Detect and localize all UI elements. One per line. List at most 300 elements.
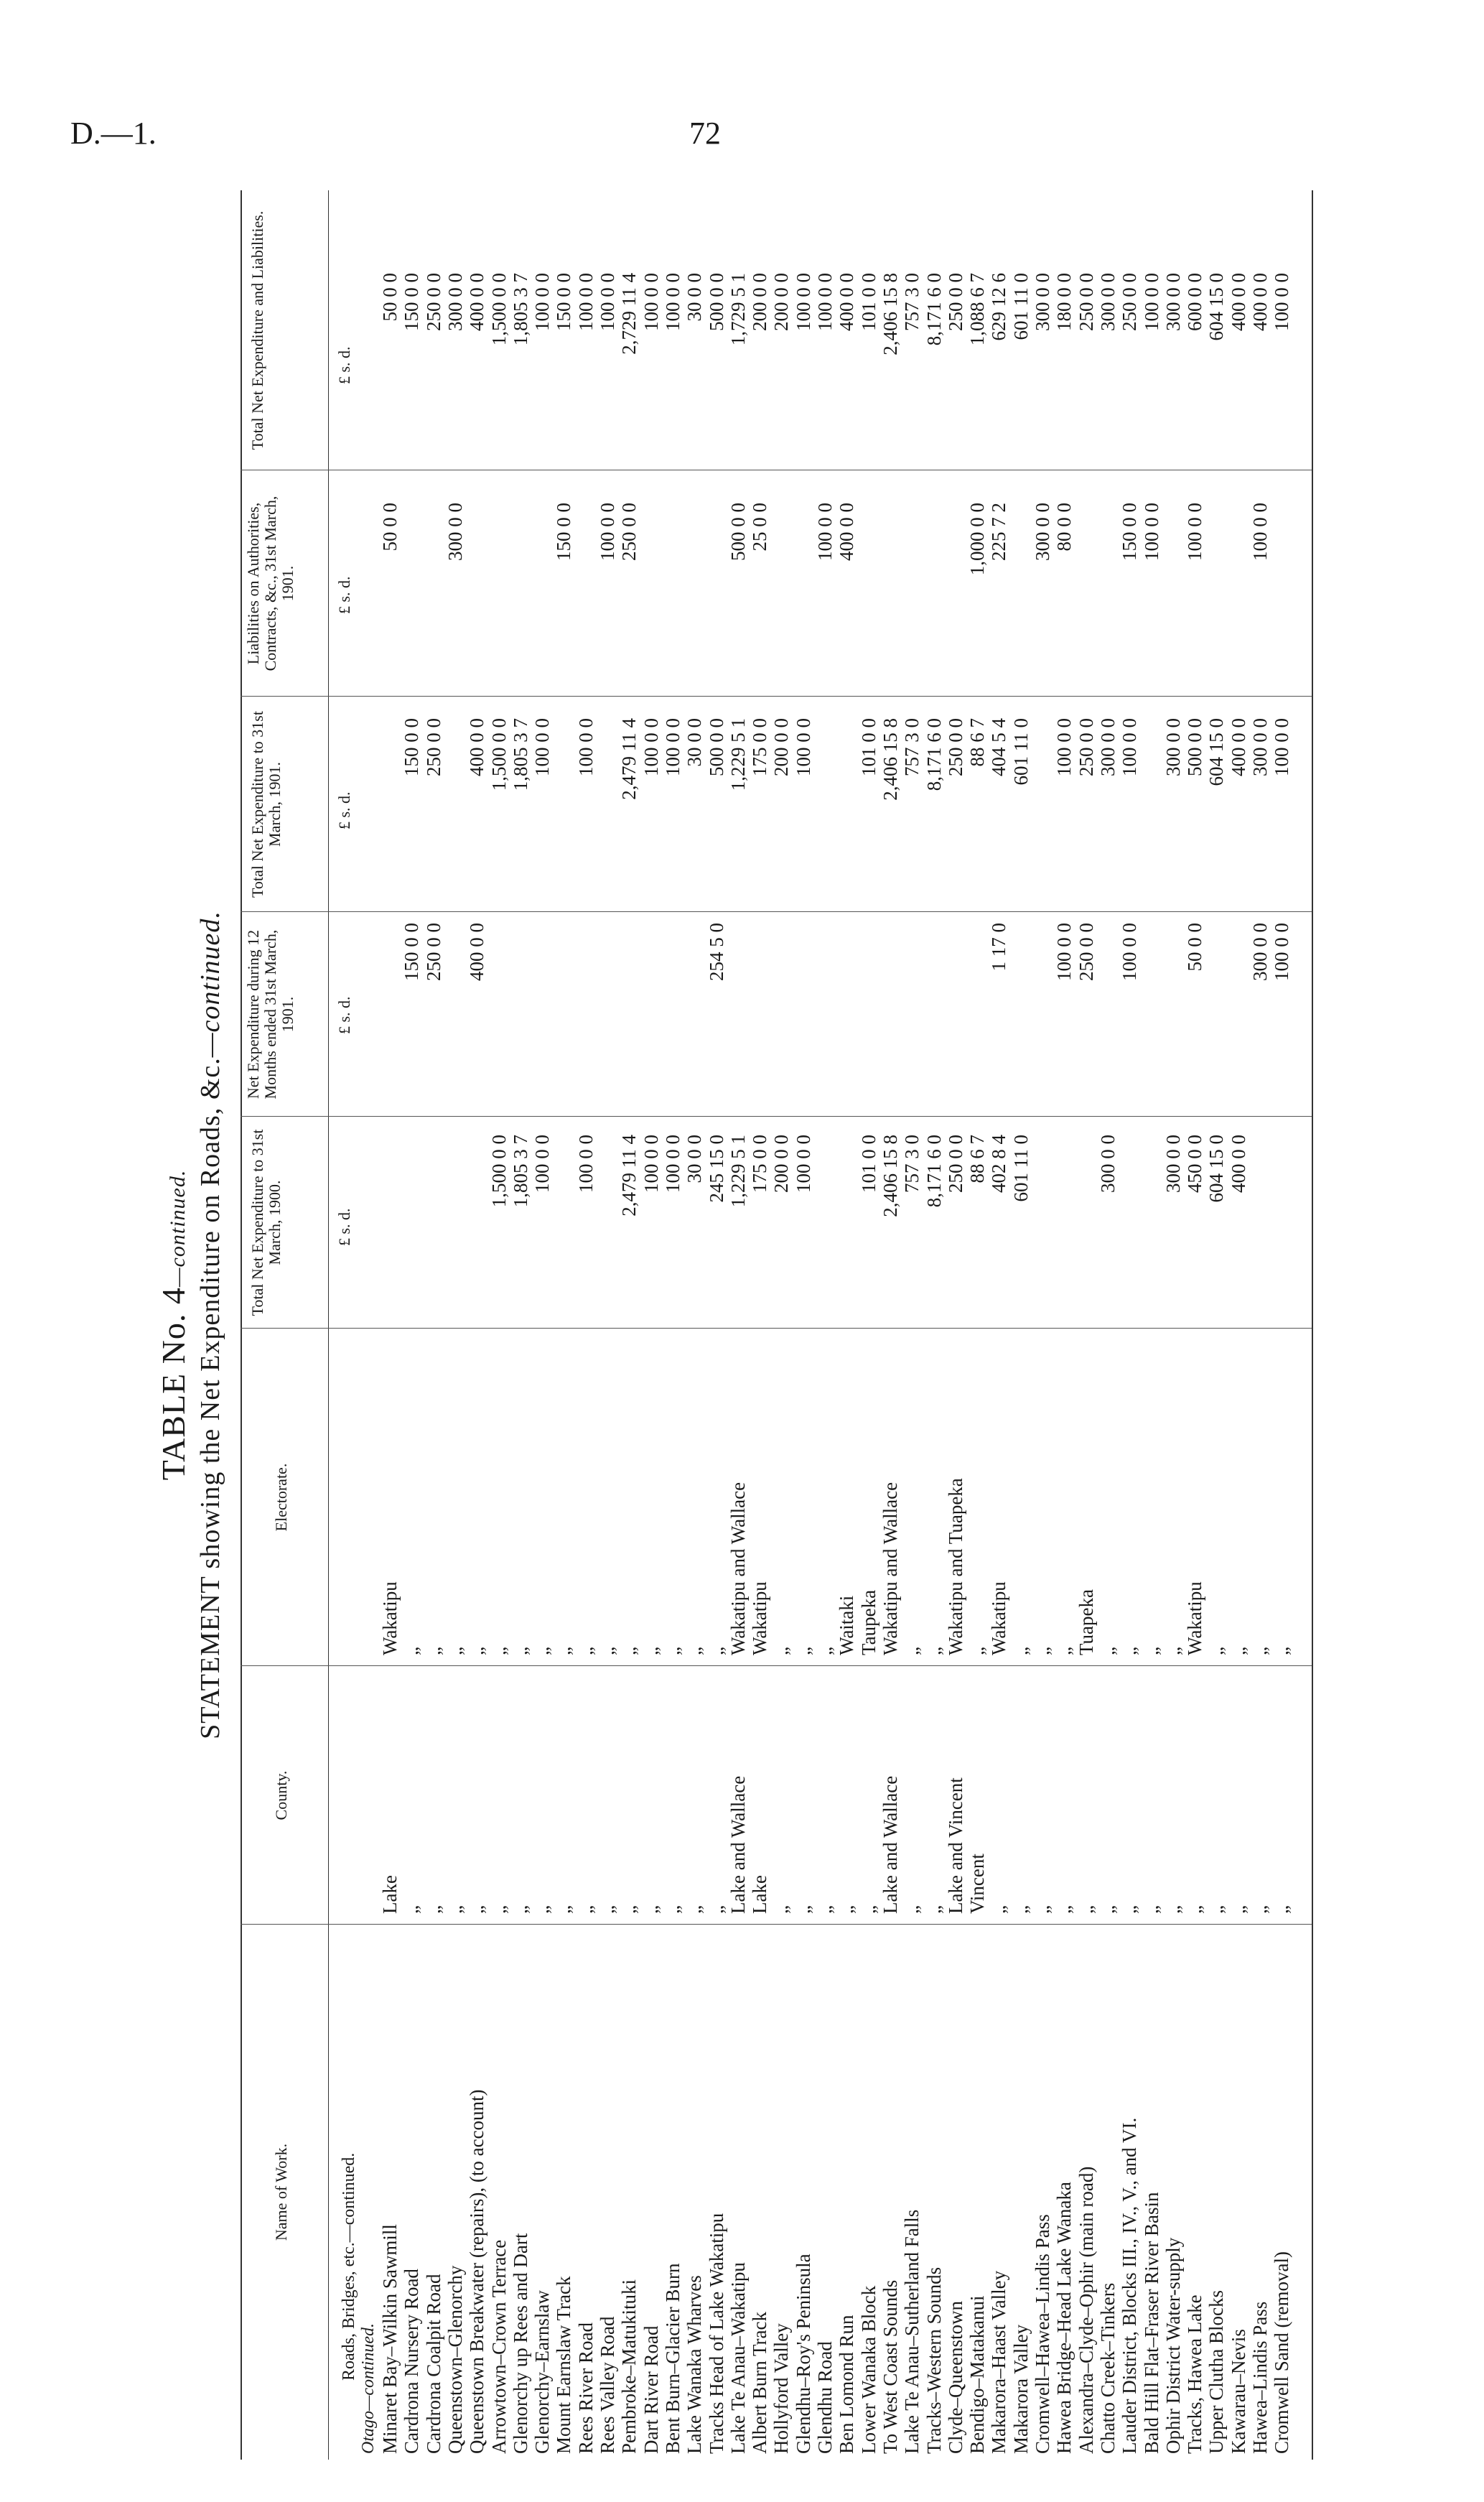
cell-exp-1900: 757 3 0 [901, 1135, 923, 1193]
cell-county: „ [1227, 1905, 1249, 1914]
cell-county: „ [618, 1905, 640, 1914]
cell-exp-12-months: 100 0 0 [1271, 923, 1293, 981]
cell-total: 50 0 0 [379, 273, 401, 322]
cell-county: „ [814, 1905, 836, 1914]
cell-electorate: Tuapeka [1075, 1589, 1097, 1655]
cell-exp-1901: 175 0 0 [749, 718, 771, 776]
cell-county: Lake and Wallace [727, 1775, 749, 1914]
cell-exp-12-months: 400 0 0 [466, 923, 488, 981]
cell-total: 101 0 0 [857, 273, 879, 331]
cell-liabilities: 100 0 0 [814, 503, 836, 561]
cell-liabilities: 100 0 0 [597, 503, 618, 561]
cell-electorate: „ [1271, 1647, 1293, 1655]
cell-liabilities: 300 0 0 [444, 503, 466, 561]
cell-name: Alexandra–Clyde–Ophir (main road) [1075, 2166, 1097, 2454]
cell-county: Vincent [966, 1854, 989, 1914]
cell-county: „ [487, 1905, 510, 1914]
cell-county: Lake [379, 1875, 401, 1914]
top-rule [241, 190, 242, 2460]
cell-name: Cromwell–Hawea–Lindis Pass [1032, 2214, 1053, 2454]
cell-electorate: „ [1032, 1647, 1053, 1655]
cell-total: 150 0 0 [401, 273, 423, 331]
cell-electorate: „ [770, 1647, 793, 1655]
cell-exp-1900: 601 11 0 [1009, 1135, 1032, 1202]
cell-total: 100 0 0 [574, 273, 597, 331]
cell-electorate: „ [597, 1647, 618, 1655]
cell-exp-1900: 250 0 0 [944, 1135, 966, 1193]
table-row [1227, 190, 1250, 2460]
cell-exp-12-months: 50 0 0 [1184, 923, 1206, 972]
table-row [770, 190, 793, 2460]
cell-exp-1900: 88 6 7 [966, 1135, 989, 1183]
table-row [1053, 190, 1075, 2460]
cell-name: Cardrona Nursery Road [401, 2269, 423, 2454]
cell-exp-12-months: 100 0 0 [1119, 923, 1141, 981]
cell-name: Glenorchy up Rees and Dart [509, 2233, 531, 2454]
cell-exp-1901: 300 0 0 [1096, 718, 1119, 776]
cell-exp-1900: 1,805 3 7 [509, 1135, 531, 1208]
col-header-exp-12-months: Net Expenditure during 12 Months ended 31st March, 1901. [244, 929, 297, 1099]
cell-exp-1901: 100 0 0 [531, 718, 554, 776]
cell-total: 2,729 11 4 [618, 273, 640, 355]
cell-name: Cromwell Sand (removal) [1271, 2251, 1293, 2454]
table-row [1096, 190, 1119, 2460]
cell-exp-12-months: 300 0 0 [1249, 923, 1271, 981]
page-number: 72 [689, 116, 721, 151]
cell-total: 1,500 0 0 [487, 273, 510, 346]
cell-liabilities: 400 0 0 [836, 503, 858, 561]
cell-electorate: „ [792, 1647, 814, 1655]
cell-electorate: „ [814, 1647, 836, 1655]
cell-electorate: „ [966, 1647, 989, 1655]
document-code: D.—1. [70, 116, 157, 151]
cell-county: „ [1032, 1905, 1053, 1914]
cell-exp-1900: 1,229 5 1 [727, 1135, 749, 1208]
cell-electorate: „ [509, 1647, 531, 1655]
cell-exp-1901: 100 0 0 [1119, 718, 1141, 776]
cell-electorate: „ [1009, 1647, 1032, 1655]
cell-electorate: Wakatipu and Wallace [727, 1482, 749, 1655]
table-row [552, 190, 575, 2460]
cell-name: Dart River Road [640, 2325, 662, 2454]
cell-county: „ [444, 1905, 466, 1914]
cell-electorate: „ [422, 1647, 444, 1655]
cell-total: 2,406 15 8 [879, 273, 901, 355]
cell-name: Glendhu–Roy's Peninsula [792, 2254, 814, 2454]
table-row [596, 190, 619, 2460]
col-header-exp-1901: Total Net Expenditure to 31st March, 1901. [248, 711, 284, 898]
cell-exp-12-months: 250 0 0 [422, 923, 444, 981]
cell-electorate: „ [553, 1647, 575, 1655]
cell-county: „ [1096, 1905, 1119, 1914]
table-row [487, 190, 510, 2460]
cell-electorate: Wakatipu [749, 1581, 771, 1655]
cell-electorate: „ [901, 1647, 923, 1655]
col-header-name: Name of Work. [272, 2143, 290, 2241]
cell-liabilities: 80 0 0 [1053, 503, 1075, 552]
units: £ s. d. [335, 576, 353, 614]
cell-total: 400 0 0 [466, 273, 488, 331]
cell-name: Bendigo–Matakanui [966, 2295, 989, 2454]
cell-total: 100 0 0 [1271, 273, 1293, 331]
cell-total: 629 12 6 [988, 273, 1010, 341]
units: £ s. d. [335, 791, 353, 829]
table-row [640, 190, 663, 2460]
cell-electorate: „ [640, 1647, 662, 1655]
cell-name: Minaret Bay–Wilkin Sawmill [379, 2224, 401, 2454]
cell-exp-1901: 1,500 0 0 [487, 718, 510, 791]
cell-electorate: Taupeka [857, 1589, 879, 1655]
cell-county: „ [836, 1905, 858, 1914]
cell-electorate: „ [444, 1647, 466, 1655]
cell-name: Pembroke–Matukituki [618, 2279, 640, 2454]
table-row [879, 190, 902, 2460]
table-row [1162, 190, 1185, 2460]
cell-liabilities: 225 7 2 [988, 503, 1010, 561]
cell-electorate: Wakatipu and Tuapeka [944, 1478, 966, 1655]
table-row [835, 190, 858, 2460]
cell-exp-1901: 604 15 0 [1205, 718, 1228, 786]
cell-exp-1900: 100 0 0 [531, 1135, 554, 1193]
cell-exp-1901: 100 0 0 [661, 718, 683, 776]
cell-total: 500 0 0 [705, 273, 727, 331]
cell-total: 1,729 5 1 [727, 273, 749, 346]
cell-electorate: „ [618, 1647, 640, 1655]
cell-exp-1901: 100 0 0 [640, 718, 662, 776]
table-title: TABLE No. 4—continued. [155, 1169, 192, 1481]
cell-exp-1901: 2,479 11 4 [618, 718, 640, 800]
cell-liabilities: 1,000 0 0 [966, 503, 989, 576]
cell-total: 601 11 0 [1009, 273, 1032, 340]
col-header-exp-1900: Total Net Expenditure to 31st March, 1900. [248, 1129, 284, 1316]
cell-exp-1901: 400 0 0 [466, 718, 488, 776]
cell-name: Rees River Road [574, 2322, 597, 2454]
cell-exp-1901: 88 6 7 [966, 718, 989, 767]
table-row [1031, 190, 1054, 2460]
table-row [1075, 190, 1098, 2460]
cell-electorate: „ [531, 1647, 554, 1655]
cell-name: Makarora Valley [1009, 2324, 1032, 2454]
table-row [1009, 190, 1032, 2460]
cell-total: 250 0 0 [1075, 273, 1097, 331]
cell-exp-1901: 250 0 0 [1075, 718, 1097, 776]
cell-total: 604 15 0 [1205, 273, 1228, 341]
table-row [792, 190, 815, 2460]
cell-liabilities: 25 0 0 [749, 503, 771, 552]
cell-name: Rees Valley Road [597, 2316, 618, 2454]
table-row [378, 190, 401, 2460]
cell-exp-1900: 604 15 0 [1205, 1135, 1228, 1203]
table-row [923, 190, 946, 2460]
header-rule [328, 190, 329, 2460]
cell-exp-1901: 400 0 0 [1227, 718, 1249, 776]
cell-county: „ [705, 1905, 727, 1914]
cell-exp-1901: 601 11 0 [1009, 718, 1032, 786]
units: £ s. d. [335, 996, 353, 1034]
cell-total: 100 0 0 [640, 273, 662, 331]
cell-total: 180 0 0 [1053, 273, 1075, 331]
cell-name: Bald Hill Flat–Fraser River Basin [1140, 2192, 1162, 2454]
cell-total: 600 0 0 [1184, 273, 1206, 331]
cell-county: „ [574, 1905, 597, 1914]
cell-exp-1901: 2,406 15 8 [879, 718, 901, 801]
cell-name: Chatto Creek–Tinkers [1096, 2282, 1119, 2454]
cell-liabilities: 250 0 0 [618, 503, 640, 561]
cell-total: 100 0 0 [597, 273, 618, 331]
section-subheading: Otago—continued. [359, 2323, 378, 2454]
cell-exp-1900: 400 0 0 [1227, 1135, 1249, 1193]
units: £ s. d. [335, 1208, 353, 1246]
section-heading: Roads, Bridges, etc.—continued. [340, 2152, 358, 2381]
table-row [531, 190, 554, 2460]
cell-name: Lake Te Anau–Sutherland Falls [901, 2209, 923, 2454]
cell-county: „ [1271, 1905, 1293, 1914]
cell-electorate: Wakatipu and Wallace [879, 1482, 901, 1655]
cell-county: „ [901, 1905, 923, 1914]
table-row [1270, 190, 1293, 2460]
cell-electorate: „ [574, 1647, 597, 1655]
cell-exp-1901: 250 0 0 [944, 718, 966, 776]
table-row [900, 190, 923, 2460]
cell-county: „ [1140, 1905, 1162, 1914]
col-header-electorate: Electorate. [272, 1463, 290, 1532]
col-header-liabilities: Liabilities on Authorities, Contracts, &c., 31st March, 1901. [244, 496, 297, 671]
cell-total: 8,171 6 0 [923, 273, 945, 346]
table-row [987, 190, 1010, 2460]
cell-exp-1901: 100 0 0 [1271, 718, 1293, 776]
cell-total: 100 0 0 [792, 273, 814, 331]
units: £ s. d. [335, 346, 353, 384]
table-subtitle: STATEMENT showing the Net Expenditure on Roads, &c.—continued. [195, 911, 225, 1739]
cell-county: „ [792, 1905, 814, 1914]
cell-county: „ [531, 1905, 554, 1914]
cell-total: 100 0 0 [661, 273, 683, 331]
table-row [748, 190, 771, 2460]
cell-exp-1901: 404 5 4 [988, 718, 1010, 776]
cell-county: Lake and Vincent [944, 1777, 966, 1914]
cell-county: „ [553, 1905, 575, 1914]
cell-electorate: „ [466, 1647, 488, 1655]
cell-county: Lake [749, 1875, 771, 1914]
cell-exp-1901: 500 0 0 [705, 718, 727, 776]
cell-electorate: „ [661, 1647, 683, 1655]
table-row [465, 190, 488, 2460]
cell-total: 300 0 0 [1096, 273, 1119, 331]
cell-total: 250 0 0 [944, 273, 966, 331]
table-row [400, 190, 423, 2460]
cell-name: Tracks, Hawea Lake [1184, 2294, 1206, 2454]
cell-exp-1901: 101 0 0 [857, 718, 879, 776]
cell-county: „ [661, 1905, 683, 1914]
cell-name: Queenstown Breakwater (repairs), (to account) [466, 2089, 488, 2454]
cell-electorate: Wakatipu [1184, 1581, 1206, 1655]
cell-county: „ [422, 1905, 444, 1914]
cell-exp-1901: 250 0 0 [422, 718, 444, 776]
table-row [1205, 190, 1228, 2460]
cell-county: „ [1053, 1905, 1075, 1914]
cell-electorate: „ [1053, 1647, 1075, 1655]
cell-exp-1901: 300 0 0 [1162, 718, 1184, 776]
cell-total: 400 0 0 [1249, 273, 1271, 331]
cell-county: „ [509, 1905, 531, 1914]
cell-electorate: „ [683, 1647, 706, 1655]
cell-county: „ [1119, 1905, 1141, 1914]
table-row [1140, 190, 1163, 2460]
cell-county: „ [1249, 1905, 1271, 1914]
cell-name: Bent Burn–Glacier Burn [661, 2263, 683, 2454]
cell-total: 100 0 0 [531, 273, 554, 331]
cell-total: 300 0 0 [1032, 273, 1053, 331]
cell-exp-1901: 8,171 6 0 [923, 718, 945, 791]
table-row [857, 190, 880, 2460]
cell-county: „ [988, 1905, 1010, 1914]
cell-electorate: Wakatipu [379, 1581, 401, 1655]
cell-county: Lake and Wallace [879, 1775, 901, 1914]
cell-liabilities: 150 0 0 [1119, 503, 1141, 561]
cell-exp-1901: 150 0 0 [401, 718, 423, 776]
cell-name: To West Coast Sounds [879, 2279, 901, 2454]
cell-total: 1,805 3 7 [509, 273, 531, 346]
cell-county: „ [640, 1905, 662, 1914]
cell-exp-1900: 100 0 0 [792, 1135, 814, 1193]
cell-total: 300 0 0 [1162, 273, 1184, 331]
cell-exp-1901: 300 0 0 [1249, 718, 1271, 776]
cell-total: 30 0 0 [683, 273, 706, 322]
cell-name: Arrowtown–Crown Terrace [487, 2239, 510, 2454]
cell-county: „ [1184, 1905, 1206, 1914]
cell-county: „ [1205, 1905, 1228, 1914]
cell-county: „ [683, 1905, 706, 1914]
cell-exp-1900: 2,479 11 4 [618, 1135, 640, 1217]
table-row [813, 190, 836, 2460]
cell-name: Ophir District Water-supply [1162, 2237, 1184, 2454]
cell-name: Albert Burn Track [749, 2312, 771, 2454]
cell-name: Kawarau–Nevis [1227, 2329, 1249, 2454]
table-row [1118, 190, 1141, 2460]
cell-total: 300 0 0 [444, 273, 466, 331]
cell-electorate: „ [1162, 1647, 1184, 1655]
cell-liabilities: 100 0 0 [1140, 503, 1162, 561]
cell-total: 200 0 0 [749, 273, 771, 331]
cell-county: „ [401, 1905, 423, 1914]
table-row [683, 190, 706, 2460]
cell-electorate: „ [487, 1647, 510, 1655]
table-row [705, 190, 728, 2460]
cell-county: „ [1162, 1905, 1184, 1914]
cell-exp-1900: 175 0 0 [749, 1135, 771, 1193]
cell-county: „ [1075, 1905, 1097, 1914]
cell-name: Hawea Bridge–Head Lake Wanaka [1053, 2182, 1075, 2454]
cell-name: Hawea–Lindis Pass [1249, 2301, 1271, 2454]
cell-total: 757 3 0 [901, 273, 923, 331]
cell-exp-1901: 1,229 5 1 [727, 718, 749, 791]
table-row [661, 190, 684, 2460]
table-row [727, 190, 750, 2460]
cell-exp-1900: 30 0 0 [683, 1135, 706, 1183]
cell-name: Hollyford Valley [770, 2323, 793, 2454]
cell-name: Lake Te Anau–Wakatipu [727, 2262, 749, 2454]
col-header-county: County. [272, 1770, 290, 1820]
cell-total: 150 0 0 [553, 273, 575, 331]
cell-exp-1900: 245 15 0 [705, 1135, 727, 1203]
cell-name: Tracks–Western Sounds [923, 2266, 945, 2454]
cell-total: 100 0 0 [814, 273, 836, 331]
cell-electorate: „ [1096, 1647, 1119, 1655]
cell-name: Tracks Head of Lake Wakatipu [705, 2213, 727, 2454]
cell-liabilities: 300 0 0 [1032, 503, 1053, 561]
table-row [422, 190, 445, 2460]
cell-liabilities: 500 0 0 [727, 503, 749, 561]
cell-exp-12-months: 254 5 0 [705, 923, 727, 981]
cell-total: 400 0 0 [1227, 273, 1249, 331]
cell-liabilities: 50 0 0 [379, 503, 401, 552]
cell-county: „ [770, 1905, 793, 1914]
cell-total: 250 0 0 [1119, 273, 1141, 331]
cell-exp-1901: 30 0 0 [683, 718, 706, 767]
cell-electorate: „ [923, 1647, 945, 1655]
cell-electorate: „ [1205, 1647, 1228, 1655]
col-header-total: Total Net Expenditure and Liabilities. [248, 210, 266, 450]
cell-county: „ [597, 1905, 618, 1914]
cell-exp-1901: 1,805 3 7 [509, 718, 531, 791]
cell-name: Queenstown–Glenorchy [444, 2265, 466, 2454]
cell-exp-1900: 300 0 0 [1096, 1135, 1119, 1193]
cell-exp-12-months: 150 0 0 [401, 923, 423, 981]
cell-exp-1901: 100 0 0 [1053, 718, 1075, 776]
cell-exp-12-months: 100 0 0 [1053, 923, 1075, 981]
cell-exp-12-months: 250 0 0 [1075, 923, 1097, 981]
cell-total: 200 0 0 [770, 273, 793, 331]
cell-liabilities: 150 0 0 [553, 503, 575, 561]
cell-name: Cardrona Coalpit Road [422, 2274, 444, 2454]
cell-name: Glendhu Road [814, 2341, 836, 2454]
cell-electorate: „ [1249, 1647, 1271, 1655]
rotated-table-sheet [126, 190, 1332, 2460]
cell-exp-1901: 500 0 0 [1184, 718, 1206, 776]
cell-name: Glenorchy–Earnslaw [531, 2290, 554, 2454]
cell-county: „ [923, 1905, 945, 1914]
cell-exp-1900: 100 0 0 [574, 1135, 597, 1193]
cell-exp-1900: 300 0 0 [1162, 1135, 1184, 1193]
cell-total: 100 0 0 [1140, 273, 1162, 331]
table-row [1183, 190, 1206, 2460]
cell-county: „ [1009, 1905, 1032, 1914]
bottom-rule [1312, 190, 1313, 2460]
cell-electorate: „ [401, 1647, 423, 1655]
cell-exp-1900: 402 8 4 [988, 1135, 1010, 1193]
cell-total: 1,088 6 7 [966, 273, 989, 346]
cell-total: 400 0 0 [836, 273, 858, 331]
cell-exp-1900: 101 0 0 [857, 1135, 879, 1193]
cell-liabilities: 100 0 0 [1249, 503, 1271, 561]
cell-exp-12-months: 1 17 0 [988, 923, 1010, 972]
table-row [966, 190, 989, 2460]
cell-electorate: „ [705, 1647, 727, 1655]
table-row [509, 190, 532, 2460]
cell-exp-1900: 450 0 0 [1184, 1135, 1206, 1193]
cell-electorate: Wakatipu [988, 1581, 1010, 1655]
cell-name: Clyde–Queenstown [944, 2301, 966, 2454]
cell-electorate: „ [1119, 1647, 1141, 1655]
cell-exp-1900: 8,171 6 0 [923, 1135, 945, 1208]
cell-name: Upper Clutha Blocks [1205, 2290, 1228, 2454]
cell-total: 250 0 0 [422, 273, 444, 331]
cell-exp-1900: 1,500 0 0 [487, 1135, 510, 1208]
cell-exp-1901: 757 3 0 [901, 718, 923, 776]
cell-electorate: „ [1140, 1647, 1162, 1655]
cell-electorate: Waitaki [836, 1595, 858, 1655]
table-row [1249, 190, 1271, 2460]
